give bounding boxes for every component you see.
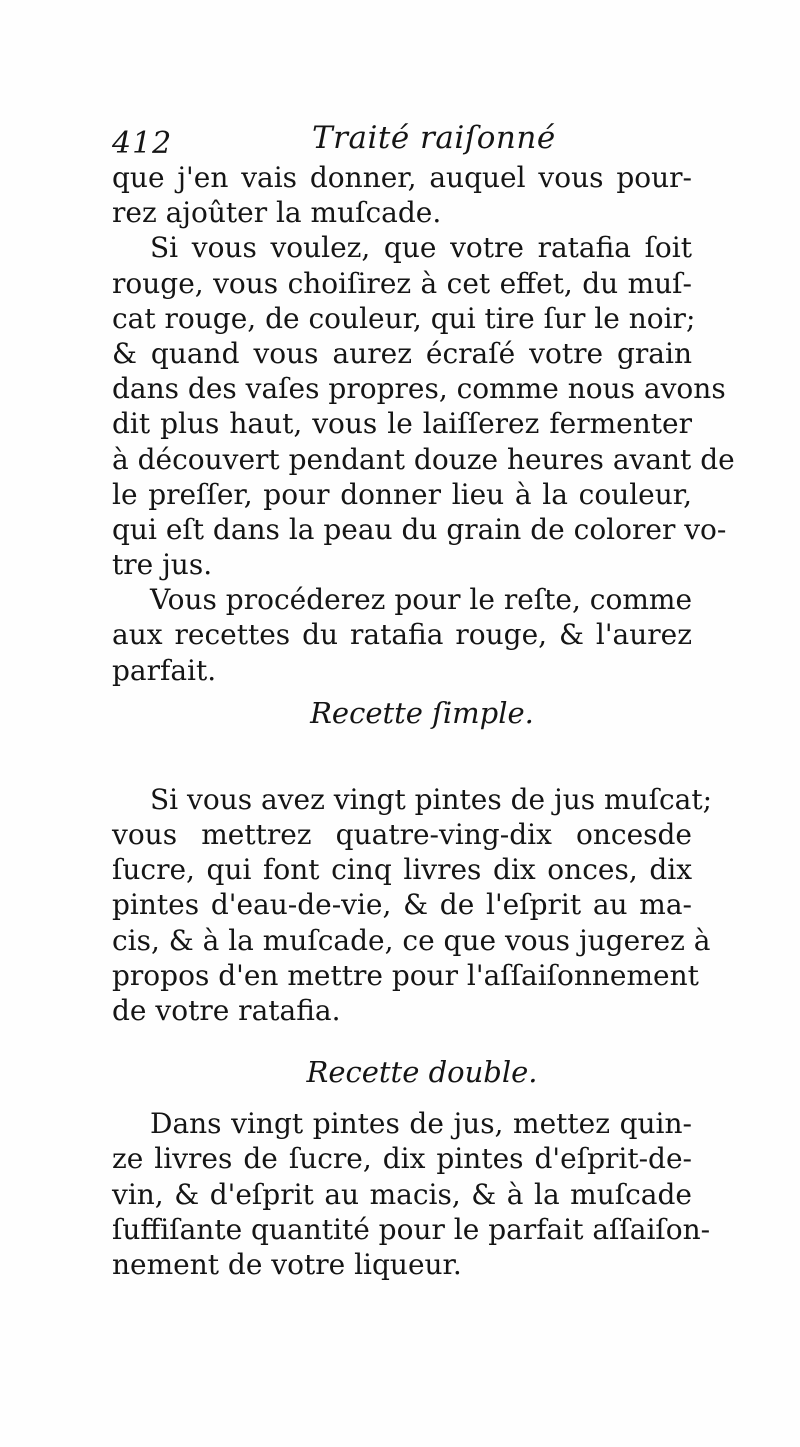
text-line: le preſſer, pour donner lieu à la couleur, bbox=[112, 477, 692, 511]
text-line: rouge, vous choiſirez à cet effet, du muſ- bbox=[112, 266, 692, 300]
text-line: cat rouge, de couleur, qui tire ſur le noir; bbox=[112, 301, 696, 335]
text-line: vin, & d'eſprit au macis, & à la muſcade bbox=[112, 1177, 692, 1211]
text-line: ſucre, qui font cinq livres dix onces, dix bbox=[112, 853, 692, 887]
text-line: cis, & à la muſcade, ce que vous jugerez à bbox=[112, 923, 711, 957]
text-line: propos d'en mettre pour l'aſſaiſonnement bbox=[112, 958, 699, 992]
text-line: parfait. bbox=[112, 653, 217, 687]
section-recette-double bbox=[112, 1050, 711, 1282]
text-line: dit plus haut, vous le laiſſerez fermenter bbox=[112, 407, 692, 441]
text-line: vous mettrez quatre-ving-dix oncesde bbox=[112, 818, 692, 851]
paragraph bbox=[112, 160, 692, 230]
text-line: rez ajoûter la muſcade. bbox=[112, 196, 442, 230]
page-body bbox=[112, 160, 735, 1282]
text-line: aux recettes du ratafia rouge, & l'aurez bbox=[112, 618, 692, 652]
paragraph bbox=[112, 230, 735, 582]
section-recette-simple bbox=[112, 692, 713, 1028]
running-title: Traité raiſonné bbox=[312, 120, 556, 156]
text-line: Vous procéderez pour le reſte, comme bbox=[150, 583, 693, 617]
text-line: Si vous avez vingt pintes de jus muſcat; bbox=[150, 782, 713, 816]
text-line: Si vous voulez, que votre ratafia ſoit bbox=[150, 231, 692, 265]
text-line: nement de votre liqueur. bbox=[112, 1247, 462, 1281]
text-line: pintes d'eau-de-vie, & de l'eſprit au ma- bbox=[112, 888, 692, 922]
text-line: ze livres de ſucre, dix pintes d'eſprit-de- bbox=[112, 1142, 692, 1176]
page-number: 412 bbox=[112, 126, 173, 161]
text-line: qui eſt dans la peau du grain de colorer vo- bbox=[112, 512, 727, 546]
page-header bbox=[112, 120, 692, 160]
text-line: tre jus. bbox=[112, 548, 213, 582]
section-heading: Recette ſimple. bbox=[310, 695, 534, 730]
text-line: de votre ratafia. bbox=[112, 993, 341, 1027]
text-line: que j'en vais donner, auquel vous pour- bbox=[112, 161, 692, 194]
section-heading: Recette double. bbox=[306, 1055, 538, 1090]
text-line: ſuffiſante quantité pour le parfait aſſaiſon- bbox=[112, 1212, 711, 1246]
text-line: & quand vous aurez écraſé votre grain bbox=[112, 336, 692, 370]
text-line: dans des vaſes propres, comme nous avons bbox=[112, 372, 726, 406]
text-line: Dans vingt pintes de jus, mettez quin- bbox=[150, 1107, 692, 1141]
text-line: à découvert pendant douze heures avant de bbox=[112, 442, 735, 476]
paragraph bbox=[112, 582, 692, 688]
